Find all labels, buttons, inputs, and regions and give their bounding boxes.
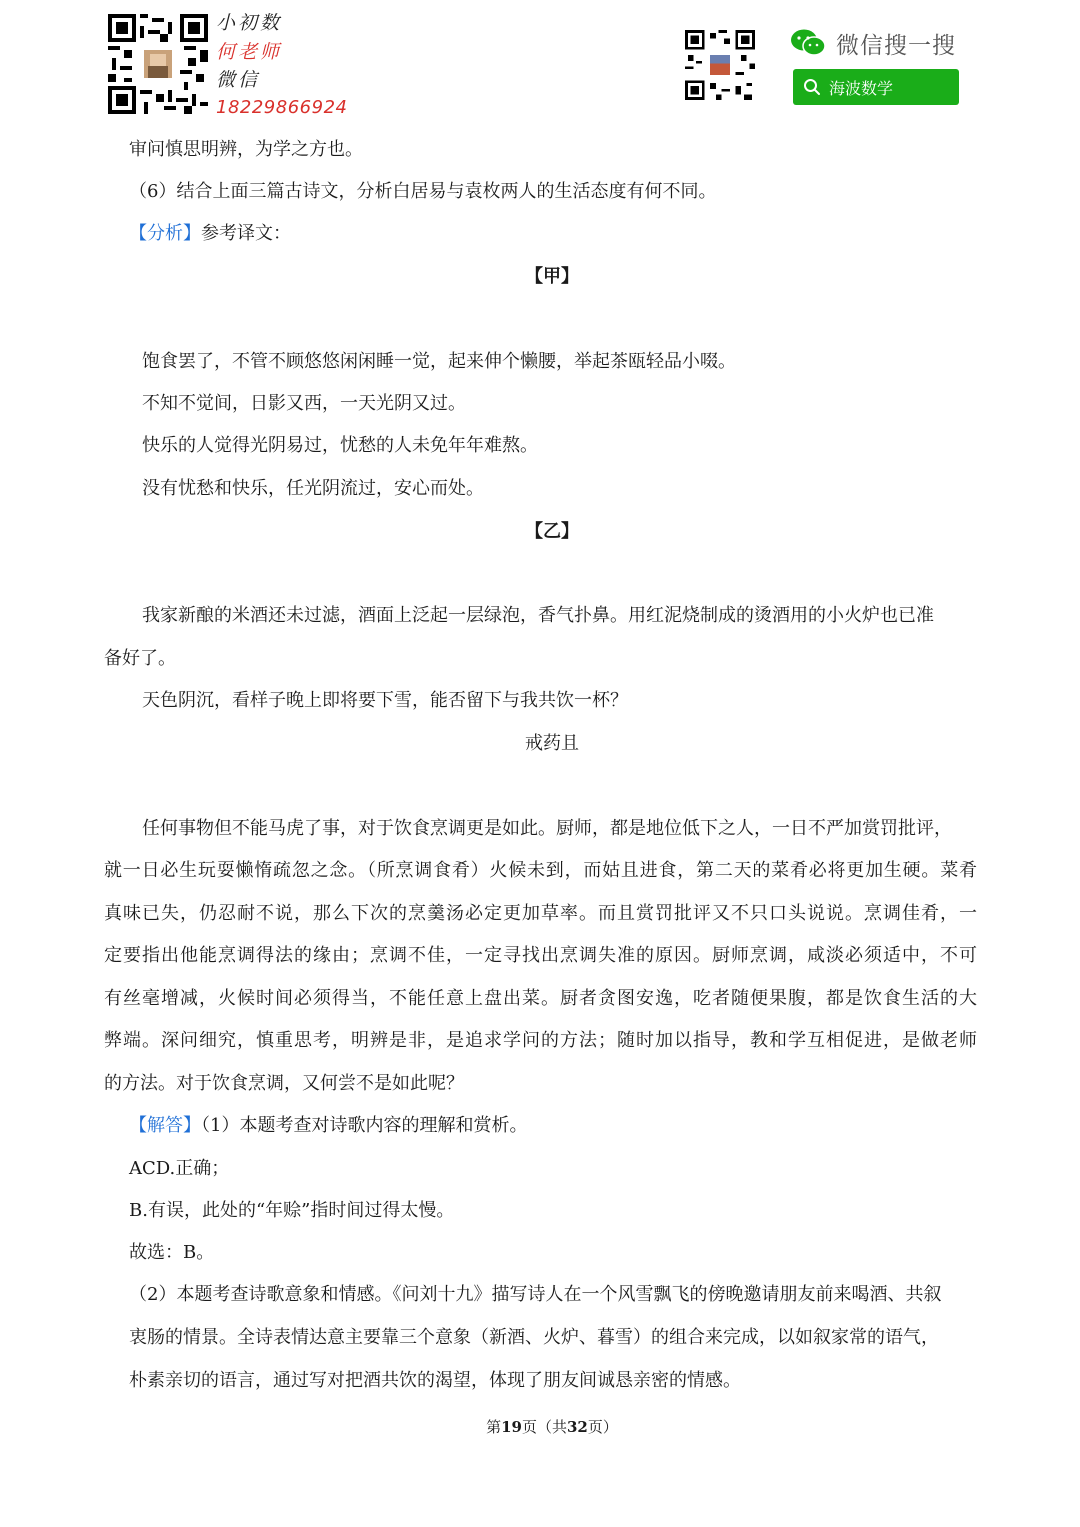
footer-total-pages: 32 (567, 1418, 588, 1436)
answer-tag: 【解答】 (129, 1115, 201, 1136)
answer-line: （2）本题考查诗歌意象和情感。《问刘十九》描写诗人在一个风雪飘飞的傍晚邀请朋友前来喝酒、共叙 (129, 1284, 942, 1305)
answer-line: 朴素亲切的语言，通过写对把酒共饮的渴望，体现了朋友间诚恳亲密的情感。 (129, 1370, 741, 1391)
heading-yi: 【乙】 (525, 521, 579, 542)
footer-middle: 页（共 (521, 1418, 567, 1436)
answer-line: 衷肠的情景。全诗表情达意主要靠三个意象（新酒、火炉、暮雪）的组合来完成，以如叙家常的语气， (129, 1327, 939, 1348)
jia-line: 没有忧愁和快乐，任光阴流过，安心而处。 (142, 478, 484, 499)
answer-line: 故选：B。 (129, 1242, 215, 1263)
analysis-text: 参考译文： (201, 223, 291, 244)
answer-text: （1）本题考查对诗歌内容的理解和赏析。 (201, 1115, 528, 1136)
analysis-line (129, 222, 291, 246)
bing-line: 有丝毫增减，火候时间必须得当，不能任意上盘出菜。厨者贪图安逸，吃者随便果腹，都是饮食生活的大 (104, 988, 977, 1009)
search-button-label: 海波数学 (829, 78, 894, 98)
jia-line: 不知不觉间，日影又西，一天光阴又过。 (142, 393, 466, 414)
bing-line: 真味已失，仍忍耐不说，那么下次的烹羹汤必定更加草率。而且赏罚批评又不只口头说说。烹调佳肴，一 (104, 903, 977, 924)
answer-line (129, 1114, 527, 1138)
handwritten-phone: 18229866924 (216, 97, 348, 118)
jia-line: 快乐的人觉得光阴易过，忧愁的人未免年年难熬。 (142, 435, 538, 456)
bing-line: 就一日必生玩耍懒惰疏忽之念。（所烹调食肴）火候未到，而姑且进食，第二天的菜肴必将更加生硬。菜肴 (104, 860, 977, 881)
handwritten-wechat: 微信 (216, 69, 261, 91)
search-button[interactable] (793, 69, 959, 105)
yi-line: 备好了。 (104, 648, 176, 669)
footer-suffix: 页） (587, 1418, 618, 1436)
wechat-search-label: 微信搜一搜 (836, 33, 956, 59)
yi-line: 天色阴沉，看样子晚上即将要下雪，能否留下与我共饮一杯？ (142, 690, 628, 711)
search-icon (803, 78, 821, 96)
page-footer (104, 1416, 1000, 1437)
jia-line: 饱食罢了，不管不顾悠悠闲闲睡一觉，起来伸个懒腰，举起茶瓯轻品小啜。 (142, 351, 736, 372)
wechat-icon (790, 28, 826, 58)
footer-page-number: 19 (501, 1418, 522, 1436)
yi-line: 我家新酿的米酒还未过滤，酒面上泛起一层绿泡，香气扑鼻。用红泥烧制成的烫酒用的小火炉也已准 (142, 605, 934, 626)
bing-line: 定要指出他能烹调得法的缘由；烹调不佳，一定寻找出烹调失准的原因。厨师烹调，咸淡必须适中，不可 (104, 945, 977, 966)
heading-jia: 【甲】 (525, 266, 579, 287)
handwritten-title: 小初数 (216, 12, 283, 34)
handwritten-teacher: 何老师 (216, 41, 283, 63)
analysis-tag: 【分析】 (129, 223, 201, 244)
heading-bing: 戒药且 (525, 733, 579, 754)
bing-line: 的方法。对于饮食烹调，又何尝不是如此呢？ (104, 1073, 464, 1094)
answer-line: ACD.正确； (129, 1158, 230, 1179)
answer-line: B.有误，此处的“年赊”指时间过得太慢。 (129, 1200, 455, 1221)
footer-prefix: 第 (486, 1418, 502, 1436)
bing-line: 弊端。深问细究，慎重思考，明辨是非，是追求学问的方法；随时加以指导，教和学互相促进，是做老师 (104, 1030, 977, 1051)
qr-code-icon (108, 14, 208, 114)
bing-line: 任何事物但不能马虎了事，对于饮食烹调更是如此。厨师，都是地位低下之人，一日不严加赏罚批评， (142, 818, 952, 839)
question-6: （6）结合上面三篇古诗文，分析白居易与袁枚两人的生活态度有何不同。 (129, 181, 717, 202)
qr-code-icon (685, 30, 755, 100)
text-line: 审问慎思明辨，为学之方也。 (129, 139, 363, 160)
